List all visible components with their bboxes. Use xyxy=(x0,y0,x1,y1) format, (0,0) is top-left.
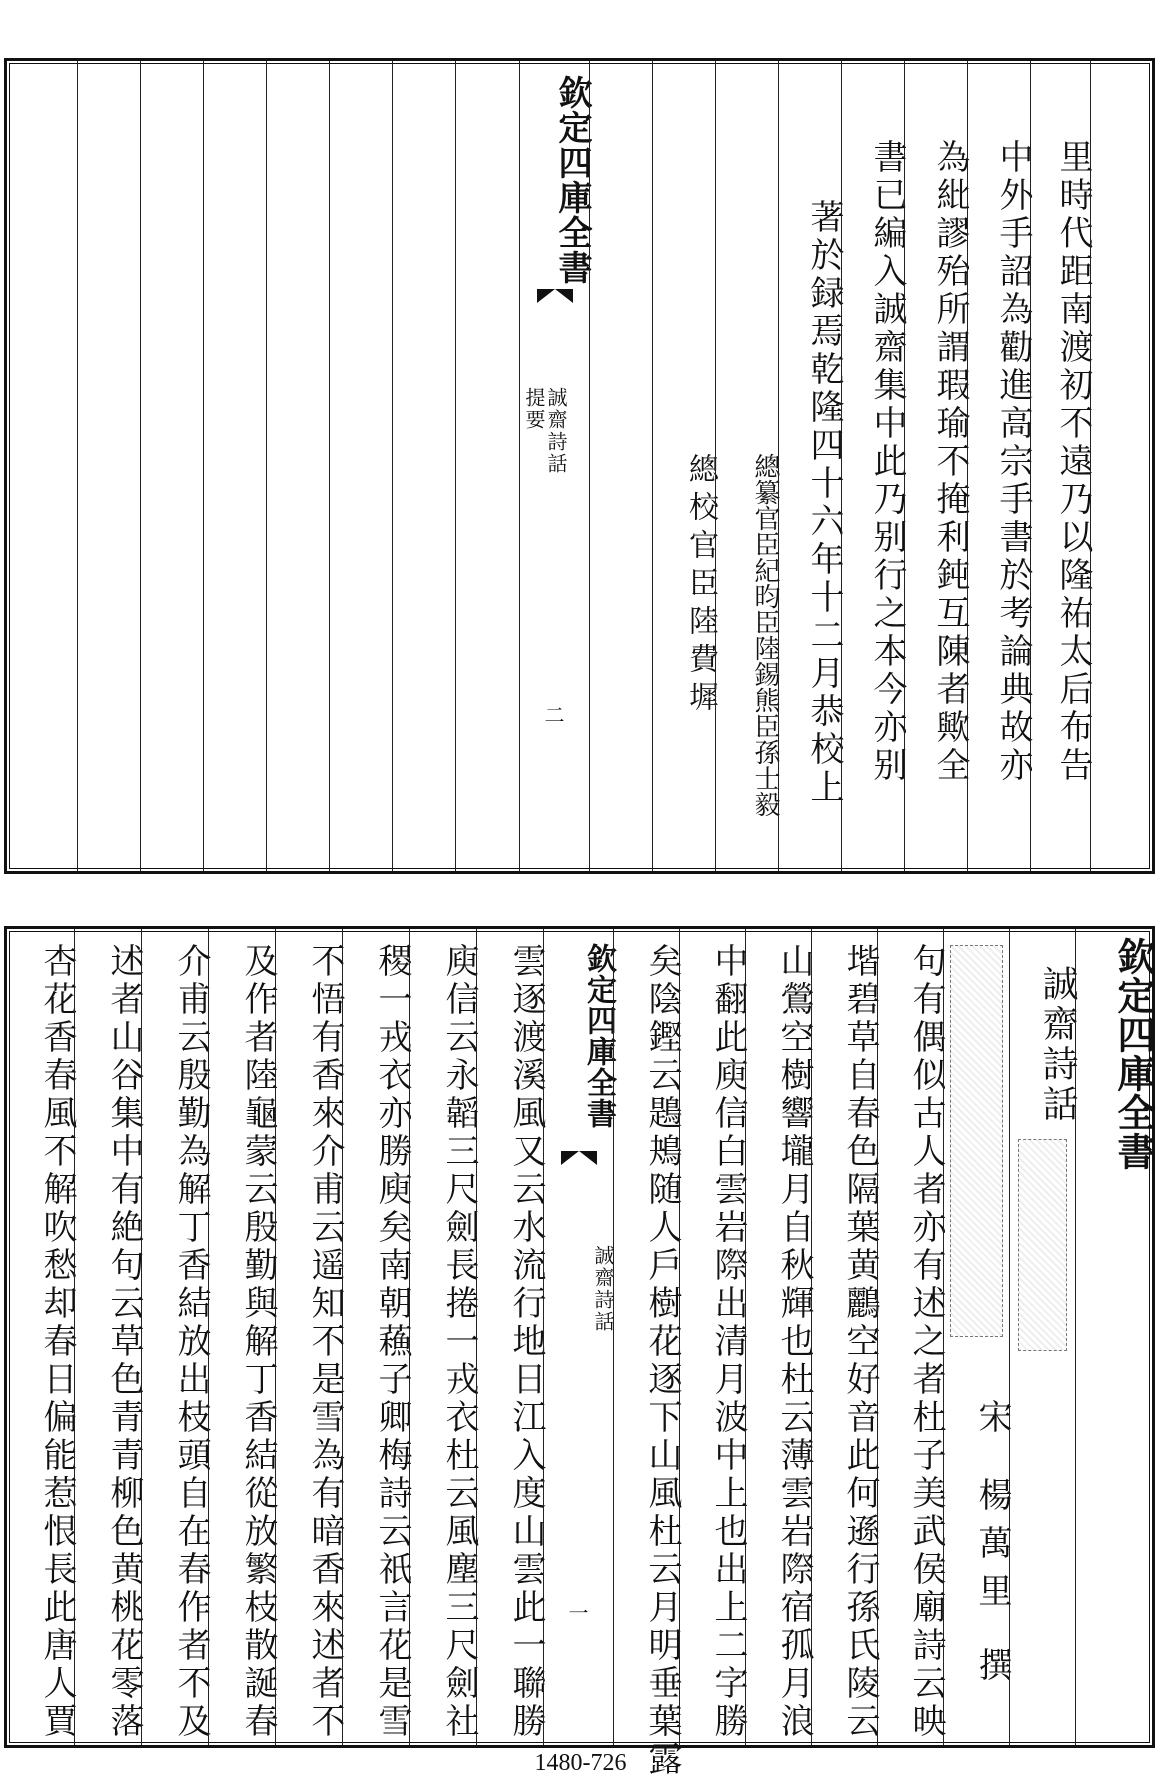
text-column xyxy=(877,929,946,1745)
left-text-line-7: 述者山谷集中有絶句云草色青青柳色黄桃花零落 xyxy=(104,943,144,1741)
empty-column xyxy=(455,61,519,871)
right-text-line-1: 句有偶似古人者亦有述之者杜子美武侯廟詩云映 xyxy=(906,943,946,1741)
left-text-line-6: 介甫云殷勤為解丁香結放出枝頭自在春作者不及 xyxy=(171,943,211,1741)
proofreader-column xyxy=(652,61,718,871)
text-column xyxy=(811,929,880,1745)
text-column xyxy=(409,929,479,1745)
left-text-line-3: 稷一戎衣亦勝庾矣南朝蘓子卿梅詩云祇言花是雪 xyxy=(372,943,412,1741)
left-text-line-8: 杏花香春風不解吹愁却春日偏能惹恨長此唐人賈 xyxy=(37,943,77,1741)
empty-column xyxy=(329,61,392,871)
text-column xyxy=(841,61,907,871)
collection-title-column xyxy=(1075,929,1156,1745)
text-column xyxy=(342,929,412,1745)
text-column xyxy=(74,929,144,1745)
text-line-4: 書已編入誠齋集中此乃别行之本今亦别 xyxy=(867,139,907,785)
text-column xyxy=(1090,61,1152,871)
text-column xyxy=(904,61,970,871)
empty-column xyxy=(140,61,203,871)
library-seal-2 xyxy=(1018,1139,1067,1351)
text-line-1: 里時代距南渡初不遠乃以隆祐太后布告 xyxy=(1053,139,1093,785)
text-column xyxy=(208,929,278,1745)
empty-column xyxy=(589,61,652,871)
author-name: 楊萬里 xyxy=(972,1477,1012,1621)
margin-section: 提要 xyxy=(522,387,546,431)
compiler-credit: 總纂官臣紀昀臣陸錫熊臣孫士毅 xyxy=(750,453,780,817)
center-margin xyxy=(543,929,616,1745)
text-column xyxy=(141,929,211,1745)
text-line-3: 為紕謬殆所謂瑕瑜不掩利鈍互陳者歟全 xyxy=(930,139,970,785)
page-footer-number: 1480-726 xyxy=(534,1750,627,1776)
right-text-line-5: 矣陰鏗云鶗鴂随人戶樹花逐下山風杜云月明垂葉露 xyxy=(642,943,682,1779)
text-column xyxy=(1030,61,1093,871)
left-text-line-2: 庾信云永韜三尺劍長捲一戎衣杜云風塵三尺劍社 xyxy=(439,943,479,1741)
center-margin xyxy=(519,61,592,871)
empty-column xyxy=(392,61,455,871)
compiler-column xyxy=(715,61,778,871)
empty-column xyxy=(77,61,140,871)
text-line-2: 中外手詔為勸進高宗手書於考論典故亦 xyxy=(993,139,1033,785)
author-column xyxy=(943,929,1012,1745)
text-column xyxy=(7,929,77,1745)
text-column xyxy=(679,929,748,1745)
text-column xyxy=(778,61,844,871)
text-column xyxy=(967,61,1033,871)
margin-title: 欽定四庫全書 xyxy=(581,943,616,1129)
margin-book-title: 誠齋詩話 xyxy=(544,387,568,475)
margin-title: 欽定四庫全書 xyxy=(552,75,592,285)
library-seal xyxy=(950,945,1003,1337)
book-title-column xyxy=(1009,929,1078,1745)
empty-column xyxy=(266,61,329,871)
fishtail-mark xyxy=(561,1151,597,1165)
right-text-line-4: 中翻此庾信白雲岩際出清月波中上也出上二字勝 xyxy=(708,943,748,1741)
author-role: 撰 xyxy=(972,1647,1012,1685)
proofreader-credit: 總校官臣陸費墀 xyxy=(683,453,718,719)
author-dynasty: 宋 xyxy=(972,1399,1012,1437)
empty-column xyxy=(7,61,77,871)
right-text-line-3: 山鶯空樹響壠月自秋輝也杜云薄雲岩際宿孤月浪 xyxy=(774,943,814,1741)
text-column xyxy=(745,929,814,1745)
margin-page-number: 二 xyxy=(544,703,565,727)
collection-title: 欽定四庫全書 xyxy=(1111,937,1156,1171)
empty-column xyxy=(203,61,266,871)
text-line-5: 著於録焉乾隆四十六年十二月恭校上 xyxy=(804,199,844,807)
left-text-line-1: 雲逐渡溪風又云水流行地日江入度山雲此一聯勝 xyxy=(506,943,546,1741)
margin-book-title: 誠齋詩話 xyxy=(591,1245,615,1333)
top-page-panel xyxy=(4,58,1155,874)
left-text-line-4: 不悟有香來介甫云遥知不是雪為有暗香來述者不 xyxy=(305,943,345,1741)
left-text-line-5: 及作者陸龜蒙云殷勤與解丁香結從放繁枝散誕春 xyxy=(238,943,278,1741)
text-column xyxy=(275,929,345,1745)
book-title: 誠齋詩話 xyxy=(1037,965,1078,1125)
fishtail-mark xyxy=(537,289,573,303)
margin-page-number: 一 xyxy=(568,1601,589,1625)
text-column xyxy=(613,929,682,1779)
text-column xyxy=(476,929,546,1745)
right-text-line-2: 堦碧草自春色隔葉黄鸝空好音此何遜行孫氏陵云 xyxy=(840,943,880,1741)
